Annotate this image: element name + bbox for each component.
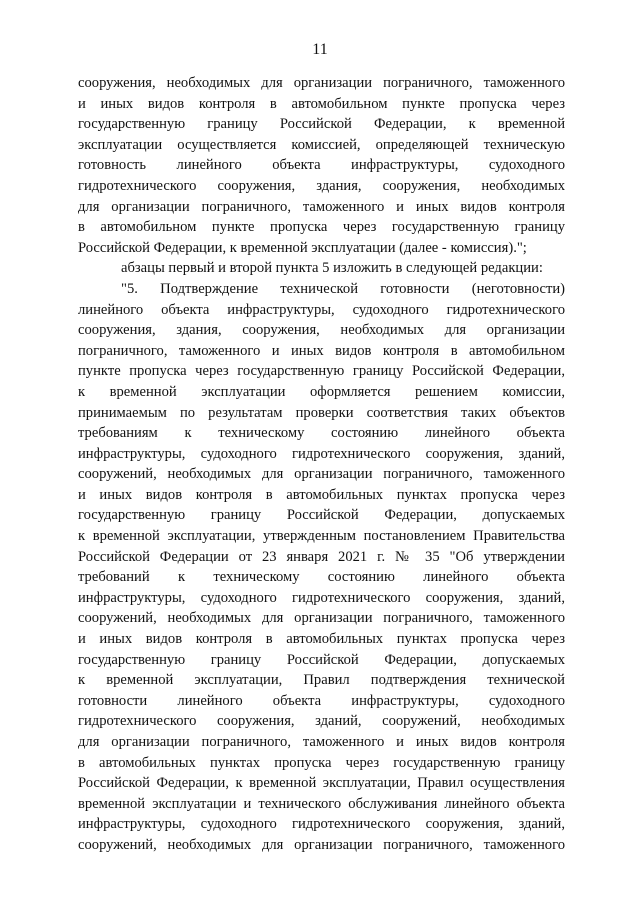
text-line: временной эксплуатации и технического обслуживания линейного объекта <box>78 795 565 812</box>
text-line: готовность линейного объекта инфраструктуры, судоходного <box>78 157 565 174</box>
text-line: линейного объекта инфраструктуры, судоходного гидротехнического <box>78 301 565 318</box>
text-line: и иных видов контроля в автомобильном пункте пропуска через <box>78 95 565 112</box>
text-line: Российской Федерации от 23 января 2021 г. № 35 "Об утверждении <box>78 548 565 565</box>
text-line: к временной эксплуатации, утвержденным постановлением Правительства <box>78 528 565 545</box>
text-line: для организации пограничного, таможенного и иных видов контроля <box>78 198 565 215</box>
text-line: абзацы первый и второй пункта 5 изложить в следующей редакции: <box>121 260 543 277</box>
text-line: принимаемым по результатам проверки соответствия таких объектов <box>78 404 565 421</box>
text-line: сооружения, здания, сооружения, необходимых для организации <box>78 322 565 339</box>
text-line: пограничного, таможенного и иных видов контроля в автомобильном <box>78 342 565 359</box>
text-line: инфраструктуры, судоходного гидротехнического сооружения, зданий, <box>78 589 565 606</box>
text-line: Российской Федерации, к временной эксплуатации, Правил осуществления <box>78 775 565 792</box>
text-line: в автомобильном пункте пропуска через государственную границу <box>78 219 565 236</box>
page-number: 11 <box>312 41 328 58</box>
text-line: требованиям к техническому состоянию линейного объекта <box>78 425 565 442</box>
text-line: к временной эксплуатации оформляется решением комиссии, <box>78 383 565 400</box>
text-line: государственную границу Российской Федерации, к временной <box>78 116 565 133</box>
text-line: "5. Подтверждение технической готовности (неготовности) <box>121 280 565 297</box>
text-line: гидротехнического сооружения, зданий, сооружений, необходимых <box>78 713 565 730</box>
text-line: государственную границу Российской Федерации, допускаемых <box>78 651 565 668</box>
text-line: гидротехнического сооружения, здания, сооружения, необходимых <box>78 177 565 194</box>
text-line: сооружений, необходимых для организации пограничного, таможенного <box>78 836 565 853</box>
text-line: государственную границу Российской Федерации, допускаемых <box>78 507 565 524</box>
text-line: инфраструктуры, судоходного гидротехнического сооружения, зданий, <box>78 816 565 833</box>
text-line: инфраструктуры, судоходного гидротехнического сооружения, зданий, <box>78 445 565 462</box>
text-line: Российской Федерации, к временной эксплуатации (далее - комиссия)."; <box>78 239 527 256</box>
text-line: к временной эксплуатации, Правил подтверждения технической <box>78 672 565 689</box>
text-line: сооружений, необходимых для организации пограничного, таможенного <box>78 466 565 483</box>
text-line: и иных видов контроля в автомобильных пунктах пропуска через <box>78 631 565 648</box>
text-line: требований к техническому состоянию линейного объекта <box>78 569 565 586</box>
text-line: и иных видов контроля в автомобильных пунктах пропуска через <box>78 486 565 503</box>
text-line: для организации пограничного, таможенного и иных видов контроля <box>78 734 565 750</box>
text-line: пункте пропуска через государственную границу Российской Федерации, <box>78 363 565 380</box>
text-line: готовности линейного объекта инфраструктуры, судоходного <box>78 692 565 709</box>
text-line: сооружений, необходимых для организации пограничного, таможенного <box>78 610 565 627</box>
text-line: эксплуатации осуществляется комиссией, определяющей техническую <box>78 136 565 153</box>
text-line: в автомобильных пунктах пропуска через государственную границу <box>78 754 565 771</box>
text-line: сооружения, необходимых для организации пограничного, таможенного <box>78 75 565 91</box>
document-body-text <box>78 73 565 856</box>
